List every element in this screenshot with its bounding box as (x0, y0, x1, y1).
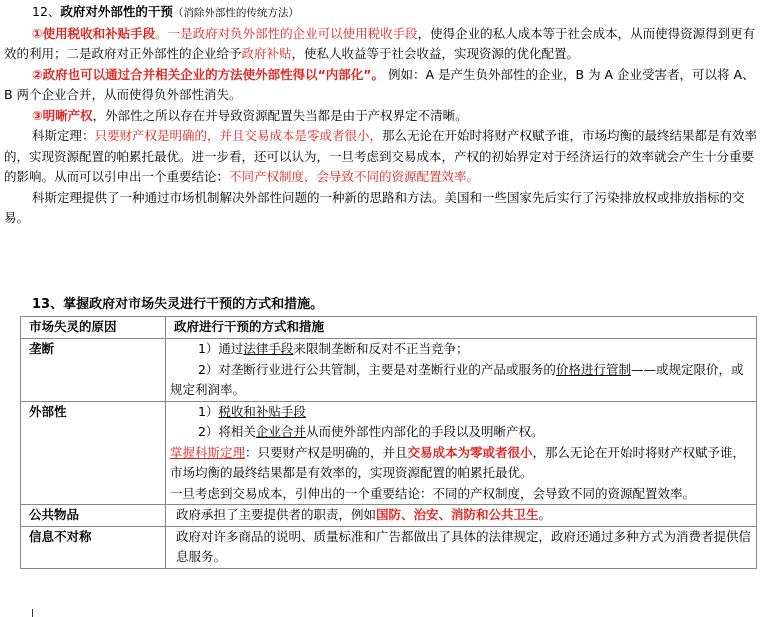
measures-public-goods: 政府承担了主要提供者的职责，例如国防、治安、消防和公共卫生。 (165, 505, 756, 527)
section-12 (4, 2, 760, 229)
item-3-paragraph: ③明晰产权，外部性之所以存在并导致资源配置失当都是由于产权界定不清晰。 (32, 107, 468, 123)
table-header-row (21, 317, 757, 339)
intervention-table (20, 316, 757, 569)
section-12-title: 12、政府对外部性的干预（消除外部性的传统方法） (32, 4, 299, 19)
table-row-public-goods (21, 505, 757, 527)
table-row-info-asymmetry (21, 526, 757, 568)
cause-public-goods: 公共物品 (21, 505, 166, 527)
item-2-paragraph: ②政府也可以通过合并相关企业的方法使外部性得以“内部化”。 例如：A 是产生负外部性的企业，B 为 A 企业受害者，可以将 A、B 两个企业合并，从而使得负外部性消失。 (4, 66, 755, 102)
table-row-monopoly (21, 339, 757, 402)
cause-info-asymmetry: 信息不对称 (21, 526, 166, 568)
header-measures: 政府进行干预的方式和措施 (165, 317, 756, 339)
measures-externality: 1）税收和补贴手段 2）将相关企业合并从而使外部性内部化的手段以及明晰产权。 掌握科斯定理：只要财产权是明确的，并且交易成本为零或者很小，那么无论在开始时将财产权赋予谁，市场均衡的最终结果都是有效率的，实现资源配置的帕累托最优。 一旦考虑到交易成本，引伸出的一个重要结论：不同的产权制度，会导致不同的资源配置效率。 (165, 401, 756, 505)
measures-info-asymmetry: 政府对许多商品的说明、质量标准和广告都做出了具体的法律规定，政府还通过多种方式为消费者提供信息服务。 (165, 526, 756, 568)
coase-theorem-paragraph: 科斯定理：只要财产权是明确的，并且交易成本是零或者很小，那么无论在开始时将财产权赋予谁，市场均衡的最终结果都是有效率的，实现资源配置的帕累托最优。进一步看，还可以认为，一旦考虑到交易成本，产权的初始界定对于经济运行的效率就会产生十分重要的影响。从而可以引申出一个重要结论：不同产权制度，会导致不同的资源配置效率。 (4, 128, 758, 184)
cause-externality: 外部性 (21, 401, 166, 505)
coase-application-paragraph: 科斯定理提供了一种通过市场机制解决外部性问题的一种新的思路和方法。美国和一些国家先后实行了污染排放权或排放指标的交易。 (4, 189, 745, 225)
table-row-externality (21, 401, 757, 505)
cause-monopoly: 垄断 (21, 339, 166, 402)
section-13-title: 13、掌握政府对市场失灵进行干预的方式和措施。 (32, 297, 324, 312)
item-1-paragraph: ①使用税收和补贴手段。一是政府对负外部性的企业可以使用税收手段，使得企业的私人成本等于社会成本，从而使得资源得到更有效的利用；二是政府对正外部性的企业给予政府补贴，使私人收益等于社会收益，实现资源的优化配置。 (4, 25, 756, 61)
measures-monopoly: 1）通过法律手段来限制垄断和反对不正当竞争； 2）对垄断行业进行公共管制，主要是对垄断行业的产品或服务的价格进行管制——或规定限价，或规定利润率。 (165, 339, 756, 402)
text-cursor-mark (32, 609, 33, 617)
header-cause: 市场失灵的原因 (21, 317, 166, 339)
